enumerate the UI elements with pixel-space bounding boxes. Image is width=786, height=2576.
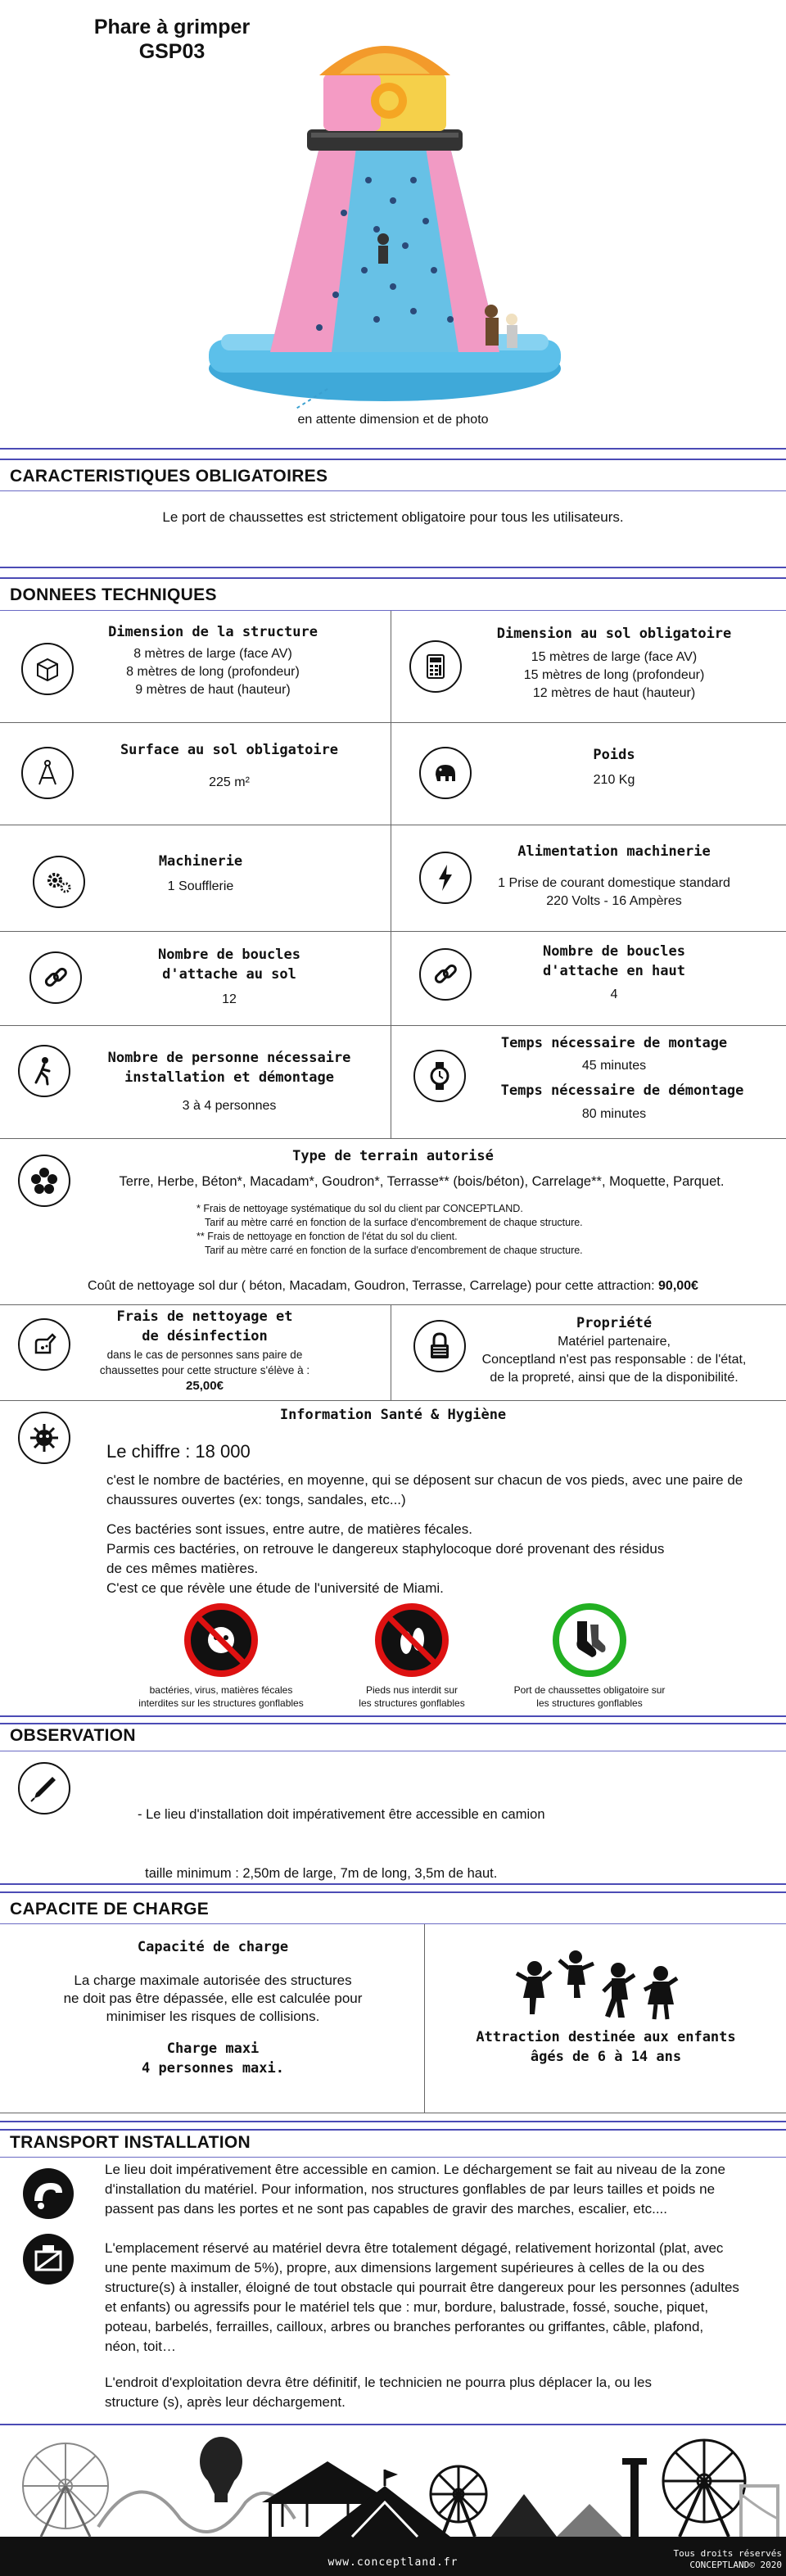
divider — [0, 1883, 786, 1885]
charge-maxi — [49, 2039, 377, 2078]
pen-icon — [18, 1762, 70, 1814]
poids-label: Poids — [593, 747, 635, 763]
socks-required-caption — [499, 1683, 680, 1710]
section-title-observation: OBSERVATION — [10, 1726, 136, 1745]
chain-icon — [29, 951, 82, 1004]
divider — [0, 459, 786, 460]
photo-caption: en attente dimension et de photo — [297, 413, 489, 427]
alimentation-label: Alimentation machinerie — [517, 843, 711, 860]
propriete-values — [467, 1333, 761, 1387]
terrain-label: Type de terrain autorisé — [292, 1148, 494, 1164]
capacite-line: ne doit pas être dépassée, elle est calculée pour — [63, 1991, 363, 2006]
observation-line: taille minimum : 2,50m de large, 7m de long, 3,5m de haut. — [138, 1866, 498, 1881]
transport-line: structure(s) à installer, éloigné de tout obstacle qui pourrait être dangereux pour les personnes (adultes — [105, 2280, 739, 2295]
dim-structure-values — [74, 645, 352, 699]
caption-line: Pieds nus interdit sur — [365, 1684, 458, 1696]
dim-sol-line: 15 mètres de large (face AV) — [531, 650, 698, 664]
frais-value: 25,00€ — [186, 1379, 224, 1393]
no-barefoot-caption — [322, 1683, 502, 1710]
transport-line: d'installation du matériel. Pour information, nos structures gonflables de par leurs tailles et poids ne — [105, 2181, 716, 2197]
caption-line: Port de chaussettes obligatoire sur — [513, 1684, 666, 1696]
grid-divider — [0, 1138, 786, 1139]
personnes-value: 3 à 4 personnes — [182, 1099, 277, 1113]
terrain-cost — [0, 1279, 786, 1294]
surface-label: Surface au sol obligatoire — [120, 742, 339, 758]
observation-line: - Le lieu d'installation doit impérativement être accessible en camion — [138, 1807, 545, 1822]
caption-line: interdites sur les structures gonflables — [138, 1697, 304, 1709]
demontage-value: 80 minutes — [581, 1107, 647, 1121]
product-photo — [188, 25, 581, 409]
socks-required-icon — [553, 1603, 626, 1677]
footer-rights — [622, 2548, 782, 2571]
frais-line: chaussettes pour cette structure s'élève à : — [99, 1364, 310, 1376]
section-title-capacite: CAPACITE DE CHARGE — [10, 1900, 210, 1918]
divider — [0, 490, 786, 491]
flower-icon — [18, 1155, 70, 1207]
compass-icon — [21, 747, 74, 799]
poids-value: 210 Kg — [593, 773, 635, 787]
transport-line: Le lieu doit impérativement être accessible en camion. Le déchargement se fait au niveau de la zone — [105, 2162, 725, 2177]
product-title-line1: Phare à grimper — [93, 16, 251, 38]
transport-line: L'endroit d'exploitation devra être définitif, le technicien ne pourra plus déplacer la, ou les — [105, 2375, 653, 2390]
surface-value: 225 m² — [209, 775, 250, 789]
terrain-notes — [196, 1202, 720, 1258]
divider — [0, 610, 786, 611]
divider — [0, 1923, 786, 1924]
terrain-cost-text: Coût de nettoyage sol dur ( béton, Macadam, Goudron, Terrasse, Carrelage) pour cette attraction: — [88, 1279, 659, 1293]
dim-sol-label: Dimension au sol obligatoire — [496, 626, 732, 642]
dim-structure-line: 8 mètres de large (face AV) — [133, 647, 292, 661]
machinerie-label: Machinerie — [158, 853, 243, 870]
transport-paragraph-2 — [105, 2239, 776, 2357]
propriete-line: Matériel partenaire, — [558, 1335, 671, 1349]
divider — [0, 1891, 786, 1893]
divider — [0, 1723, 786, 1724]
product-title-line2: GSP03 — [138, 40, 206, 63]
elephant-icon — [419, 747, 472, 799]
capacite-line: La charge maximale autorisée des structures — [74, 1973, 352, 1988]
sante-line: chaussures ouvertes (ex: tongs, sandales, etc...) — [106, 1492, 406, 1507]
transport-line: structure (s), après leur déchargement. — [105, 2394, 346, 2410]
caption-line: les structures gonflables — [359, 1697, 465, 1709]
montage-value: 45 minutes — [581, 1059, 647, 1073]
transport-paragraph-1 — [105, 2160, 776, 2219]
footer-url[interactable]: www.conceptland.fr — [328, 2556, 458, 2569]
calculator-icon — [409, 640, 462, 693]
grid-divider — [0, 722, 786, 723]
transport-line: L'emplacement réservé au matériel devra être totalement dégagé, relativement horizontal (plat, avec — [105, 2240, 724, 2256]
capacite-line: minimiser les risques de collisions. — [106, 2009, 320, 2024]
padlock-icon — [413, 1320, 466, 1372]
watch-icon — [413, 1050, 466, 1102]
alimentation-values — [467, 874, 761, 911]
dim-structure-line: 9 mètres de haut (hauteur) — [135, 683, 291, 697]
no-barefoot-icon — [375, 1603, 449, 1677]
cleaning-hand-icon — [18, 1318, 70, 1371]
no-bacteria-icon — [184, 1603, 258, 1677]
machinerie-value: 1 Soufflerie — [167, 879, 234, 893]
dim-sol-line: 15 mètres de long (profondeur) — [523, 668, 705, 682]
enfants-line: Attraction destinée aux enfants — [476, 2029, 736, 2045]
terrain-note: ** Frais de nettoyage en fonction de l'état du sol du client. — [196, 1231, 458, 1242]
no-bacteria-caption — [131, 1683, 311, 1710]
demontage-label: Temps nécessaire de démontage — [500, 1082, 744, 1099]
grid-divider — [424, 1924, 425, 2113]
grid-divider — [0, 1025, 786, 1026]
divider — [0, 2121, 786, 2122]
personnes-label-line: installation et démontage — [124, 1069, 334, 1086]
transport-line: passent pas dans les portes et ne sont pas capables de gravir des marches, escalier, etc.... — [105, 2201, 667, 2217]
boucles-sol-value: 12 — [222, 992, 237, 1006]
transport-paragraph-3 — [105, 2373, 776, 2412]
truck-icon — [23, 2168, 74, 2219]
frais-line: dans le cas de personnes sans paire de — [106, 1349, 303, 1361]
terrain-value: Terre, Herbe, Béton*, Macadam*, Goudron*, Terrasse** (bois/béton), Carrelage**, Moquette, Parquet. — [119, 1174, 725, 1189]
section-title-donnees: DONNEES TECHNIQUES — [10, 585, 217, 604]
sante-chiffre: Le chiffre : 18 000 — [106, 1441, 251, 1462]
section-title-transport: TRANSPORT INSTALLATION — [10, 2133, 251, 2152]
boucles-haut-value: 4 — [610, 987, 618, 1001]
walking-person-icon — [18, 1045, 70, 1097]
transport-line: poteau, barbelés, ferrailles, cailloux, arbres ou branches perforantes ou griffantes, câble, plafond, — [105, 2319, 704, 2334]
dim-structure-label: Dimension de la structure — [108, 624, 318, 640]
propriete-line: Conceptland n'est pas responsable : de l'état, — [481, 1353, 747, 1367]
sante-line: de ces mêmes matières. — [106, 1561, 259, 1576]
boucles-sol-label-line: Nombre de boucles — [158, 947, 300, 963]
boucles-haut-label-line: d'attache en haut — [543, 963, 685, 979]
boucles-haut-label — [467, 942, 761, 981]
personnes-label — [82, 1048, 377, 1087]
cube-icon — [21, 643, 74, 695]
sante-label: Information Santé & Hygiène — [279, 1407, 507, 1423]
enfants-text — [442, 2027, 770, 2067]
grid-divider — [0, 1400, 786, 1401]
terrain-note: Tarif au mètre carré en fonction de la surface d'encombrement de chaque structure. — [205, 1217, 583, 1228]
footer-rights-line: CONCEPTLAND© 2020 — [689, 2560, 782, 2570]
sante-paragraph-2 — [106, 1520, 778, 1598]
personnes-label-line: Nombre de personne nécessaire — [107, 1050, 351, 1066]
virus-icon — [18, 1412, 70, 1464]
boucles-sol-label — [90, 945, 368, 984]
propriete-label: Propriété — [576, 1315, 653, 1331]
boucles-sol-label-line: d'attache au sol — [162, 966, 296, 983]
divider — [0, 2129, 786, 2131]
propriete-line: de la propreté, ainsi que de la disponibilité. — [490, 1371, 739, 1385]
dim-structure-line: 8 mètres de long (profondeur) — [126, 665, 300, 679]
no-obstacle-icon — [23, 2234, 74, 2285]
fairground-skyline — [0, 2429, 786, 2551]
grid-divider — [0, 931, 786, 932]
transport-line: néon, toit… — [105, 2339, 176, 2354]
divider — [0, 1715, 786, 1717]
divider — [0, 577, 786, 579]
sante-line: Parmis ces bactéries, on retrouve le dangereux staphylocoque doré provenant des résidus — [106, 1541, 665, 1557]
section-title-caracteristiques: CARACTERISTIQUES OBLIGATOIRES — [10, 467, 328, 486]
capacite-text — [33, 1972, 393, 2026]
frais-label-line: de désinfection — [142, 1328, 268, 1344]
sante-line: C'est ce que révèle une étude de l'université de Miami. — [106, 1580, 444, 1596]
terrain-cost-value: 90,00€ — [658, 1279, 698, 1293]
sante-line: Ces bactéries sont issues, entre autre, de matières fécales. — [106, 1521, 472, 1537]
gears-icon — [33, 856, 85, 908]
transport-line: une pente maximum de 5%), propre, aux dimensions largement supérieures à celles de la ou des — [105, 2260, 705, 2275]
lightning-icon — [419, 852, 472, 904]
frais-values — [82, 1347, 328, 1394]
sante-line: c'est le nombre de bactéries, en moyenne, qui se déposent sur chacun de vos pieds, avec une paire de — [106, 1472, 743, 1488]
chain-icon — [419, 948, 472, 1001]
charge-maxi-label: Charge maxi — [166, 2040, 260, 2057]
divider — [0, 2157, 786, 2158]
alimentation-line: 220 Volts - 16 Ampères — [546, 894, 682, 908]
caracteristiques-text: Le port de chaussettes est strictement obligatoire pour tous les utilisateurs. — [162, 509, 624, 525]
observation-text — [138, 1765, 760, 1923]
dim-sol-values — [467, 649, 761, 703]
children-icon — [512, 1949, 684, 2022]
transport-line: et enfants) ou agressifs pour le matériel tels que : mur, bordure, balustrade, fossé, souche, piquet, — [105, 2299, 709, 2315]
divider — [0, 567, 786, 568]
charge-maxi-value: 4 personnes maxi. — [142, 2060, 284, 2077]
frais-label-line: Frais de nettoyage et — [116, 1308, 293, 1325]
caption-line: bactéries, virus, matières fécales — [149, 1684, 293, 1696]
capacite-label: Capacité de charge — [137, 1939, 289, 1955]
terrain-note: * Frais de nettoyage systématique du sol du client par CONCEPTLAND. — [196, 1203, 523, 1214]
enfants-line: âgés de 6 à 14 ans — [530, 2049, 682, 2065]
montage-label: Temps nécessaire de montage — [500, 1035, 728, 1051]
alimentation-line: 1 Prise de courant domestique standard — [498, 876, 730, 890]
divider — [0, 2424, 786, 2425]
terrain-note: Tarif au mètre carré en fonction de la surface d'encombrement de chaque structure. — [205, 1245, 583, 1256]
sante-paragraph-1 — [106, 1471, 778, 1510]
boucles-haut-label-line: Nombre de boucles — [543, 943, 685, 960]
grid-divider — [0, 1304, 786, 1305]
divider — [0, 448, 786, 450]
frais-label — [82, 1307, 328, 1346]
dim-sol-line: 12 mètres de haut (hauteur) — [532, 686, 696, 700]
footer-rights-line: Tous droits réservés — [673, 2548, 782, 2559]
caption-line: les structures gonflables — [536, 1697, 643, 1709]
